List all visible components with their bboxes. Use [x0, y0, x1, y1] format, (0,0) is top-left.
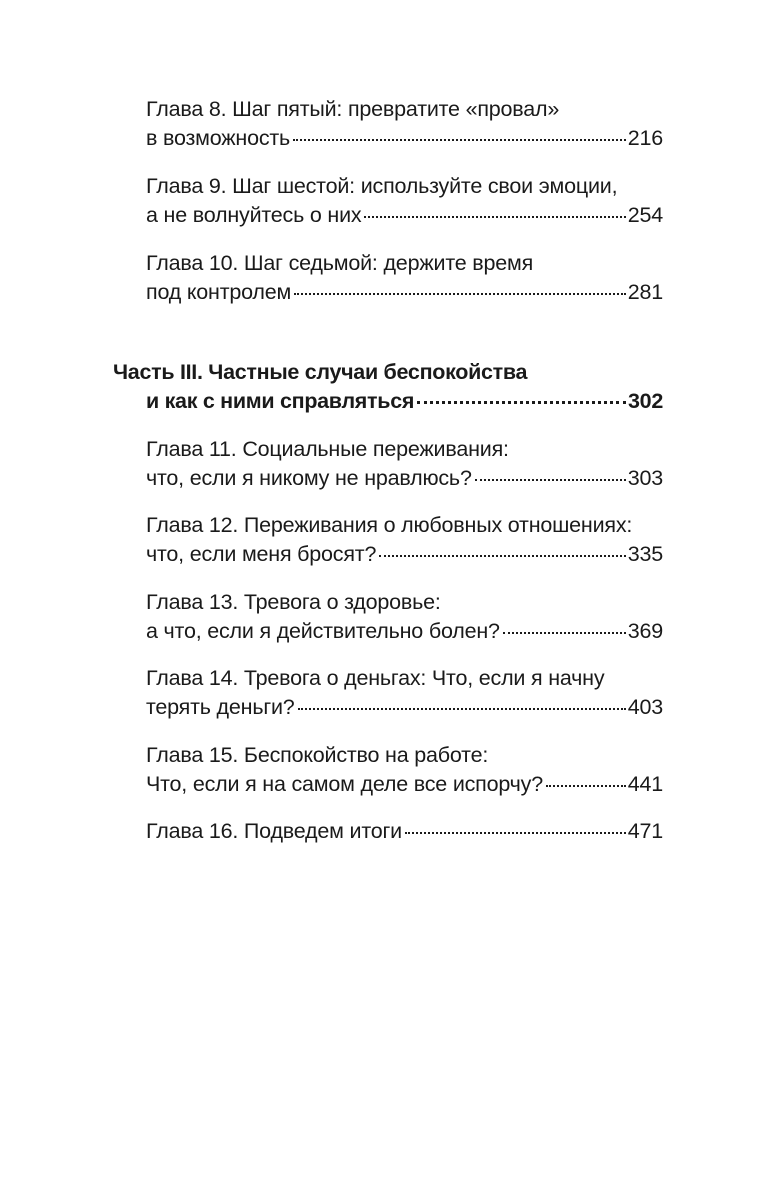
page-number: 471	[627, 819, 663, 843]
dot-leader	[293, 139, 626, 141]
toc-entry-chapter-10[interactable]	[146, 249, 663, 307]
part-title: Часть III. Частные случаи беспокойства	[113, 360, 528, 384]
toc-entry-chapter-12[interactable]	[146, 511, 663, 569]
toc-entry-title: Глава 14. Тревога о деньгах: Что, если я начну	[146, 666, 605, 690]
dot-leader	[503, 632, 626, 634]
toc-entry-title: Глава 9. Шаг шестой: используйте свои эмоции,	[146, 174, 618, 198]
page-number: 216	[627, 126, 663, 150]
toc-entry-title-continued: под контролем	[146, 280, 292, 304]
toc-entry-title-continued: терять деньги?	[146, 695, 295, 719]
toc-entry-leader-line	[113, 387, 663, 416]
toc-entry-leader-line	[146, 817, 663, 846]
page-number: 441	[627, 772, 663, 796]
toc-entry-title-continued: в возможность	[146, 126, 291, 150]
toc-entry-title: Глава 12. Переживания о любовных отношениях:	[146, 513, 633, 537]
toc-entry-title: Глава 10. Шаг седьмой: держите время	[146, 251, 534, 275]
toc-entry-leader-line	[146, 464, 663, 493]
dot-leader	[294, 293, 626, 295]
dot-leader	[475, 479, 626, 481]
toc-entry-leader-line	[146, 540, 663, 569]
toc-entry-chapter-8[interactable]	[146, 95, 663, 153]
toc-entry-chapter-13[interactable]	[146, 588, 663, 646]
toc-entry-leader-line	[146, 770, 663, 799]
dot-leader	[417, 401, 626, 404]
dot-leader	[405, 832, 626, 834]
toc-entry-title-continued: а что, если я действительно болен?	[146, 619, 500, 643]
toc-entry-leader-line	[146, 693, 663, 722]
toc-entry-leader-line	[146, 278, 663, 307]
toc-entry-chapter-14[interactable]	[146, 664, 663, 722]
toc-entry-leader-line	[146, 124, 663, 153]
page-number: 303	[627, 466, 663, 490]
toc-entry-chapter-9[interactable]	[146, 172, 663, 230]
toc-entry-chapter-15[interactable]	[146, 741, 663, 799]
toc-entry-chapter-16[interactable]	[146, 817, 663, 846]
page-number: 335	[627, 542, 663, 566]
dot-leader	[546, 785, 626, 787]
toc-entry-chapter-11[interactable]	[146, 435, 663, 493]
toc-entry-title: Глава 15. Беспокойство на работе:	[146, 743, 489, 767]
dot-leader	[364, 216, 625, 218]
toc-entry-title-continued: а не волнуйтесь о них	[146, 203, 362, 227]
toc-entry-title-continued: Что, если я на самом деле все испорчу?	[146, 772, 543, 796]
dot-leader	[298, 708, 626, 710]
toc-entry-part-3[interactable]	[113, 358, 663, 416]
toc-entry-title: Глава 13. Тревога о здоровье:	[146, 590, 441, 614]
toc-entry-leader-line	[146, 617, 663, 646]
dot-leader	[379, 555, 626, 557]
part-title-continued: и как с ними справляться	[146, 389, 415, 413]
page-number: 281	[627, 280, 663, 304]
page-number: 254	[627, 203, 663, 227]
toc-entry-title: Глава 11. Социальные переживания:	[146, 437, 509, 461]
toc-entry-title-continued: что, если меня бросят?	[146, 542, 377, 566]
toc-entry-title-continued: что, если я никому не нравлюсь?	[146, 466, 472, 490]
toc-entry-title: Глава 8. Шаг пятый: превратите «провал»	[146, 97, 560, 121]
page-number: 403	[627, 695, 663, 719]
page-number: 302	[628, 389, 663, 413]
toc-entry-title: Глава 16. Подведем итоги	[146, 819, 402, 843]
toc-entry-leader-line	[146, 201, 663, 230]
page-number: 369	[627, 619, 663, 643]
